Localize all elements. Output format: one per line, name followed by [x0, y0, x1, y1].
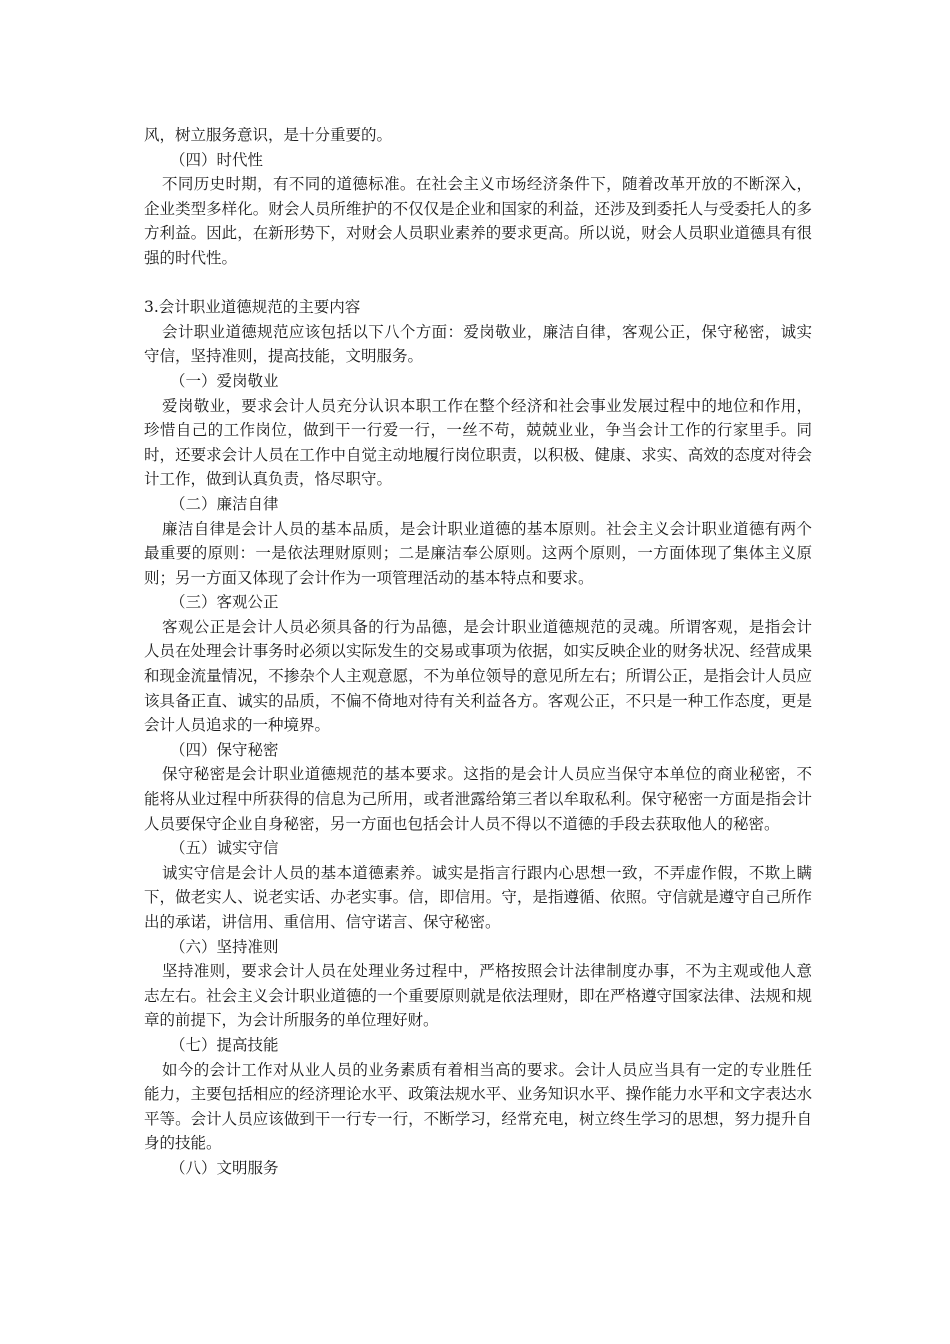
section-three-intro: 会计职业道德规范应该包括以下八个方面：爱岗敬业，廉洁自律，客观公正，保守秘密，诚实守信，坚持准则，提高技能，文明服务。 [144, 322, 812, 366]
item-body-tigao: 如今的会计工作对从业人员的业务素质有着相当高的要求。会计人员应当具有一定的专业胜任能力，主要包括相应的经济理论水平、政策法规水平、业务知识水平、操作能力水平和文字表达水平等。会计人员应该做到干一行专一行，不断学习，经常充电，树立终生学习的思想，努力提升自身的技能。 [144, 1060, 812, 1153]
item-body-jianchi: 坚持准则，要求会计人员在处理业务过程中，严格按照会计法律制度办事，不为主观或他人意志左右。社会主义会计职业道德的一个重要原则就是依法理财，即在严格遵守国家法律、法规和规章的前提下，为会计所服务的单位理好财。 [144, 962, 812, 1030]
item-body-aigang: 爱岗敬业，要求会计人员充分认识本职工作在整个经济和社会事业发展过程中的地位和作用，珍惜自己的工作岗位，做到干一行爱一行，一丝不苟，兢兢业业，争当会计工作的行家里手。同时，还要求会计人员在工作中自觉主动地履行岗位职责，以积极、健康、求实、高效的态度对待会计工作，做到认真负责，恪尽职守。 [144, 396, 812, 489]
section-four-heading: （四）时代性 [170, 150, 264, 169]
item-body-lianjie: 廉洁自律是会计人员的基本品质，是会计职业道德的基本原则。社会主义会计职业道德有两个最重要的原则：一是依法理财原则；二是廉洁奉公原则。这两个原则，一方面体现了集体主义原则；另一方面又体现了会计作为一项管理活动的基本特点和要求。 [144, 519, 812, 587]
item-body-chengshi: 诚实守信是会计人员的基本道德素养。诚实是指言行跟内心思想一致，不弄虚作假，不欺上瞒下，做老实人、说老实话、办老实事。信，即信用。守，是指遵循、依照。守信就是遵守自己所作出的承诺，讲信用、重信用、信守诺言、保守秘密。 [144, 863, 812, 931]
item-heading-keguan: （三）客观公正 [170, 593, 279, 612]
item-heading-baoshou: （四）保守秘密 [170, 740, 279, 759]
intro-tail-text: 风，树立服务意识，是十分重要的。 [144, 126, 393, 144]
document-body [144, 123, 812, 1181]
item-heading-aigang: （一）爱岗敬业 [170, 371, 279, 390]
item-heading-lianjie: （二）廉洁自律 [170, 494, 279, 513]
item-heading-tigao: （七）提高技能 [170, 1035, 279, 1054]
item-heading-wenming: （八）文明服务 [170, 1158, 279, 1177]
item-body-baoshou: 保守秘密是会计职业道德规范的基本要求。这指的是会计人员应当保守本单位的商业秘密，不能将从业过程中所获得的信息为己所用，或者泄露给第三者以牟取私利。保守秘密一方面是指会计人员要保守企业自身秘密，另一方面也包括会计人员不得以不道德的手段去获取他人的秘密。 [144, 765, 812, 833]
item-body-keguan: 客观公正是会计人员必须具备的行为品德，是会计职业道德规范的灵魂。所谓客观，是指会计人员在处理会计事务时必须以实际发生的交易或事项为依据，如实反映企业的财务状况、经营成果和现金流量情况，不掺杂个人主观意愿，不为单位领导的意见所左右；所谓公正，是指会计人员应该具备正直、诚实的品质，不偏不倚地对待有关利益各方。客观公正，不只是一种工作态度，更是会计人员追求的一种境界。 [144, 617, 812, 735]
item-heading-chengshi: （五）诚实守信 [170, 839, 279, 858]
item-heading-jianchi: （六）坚持准则 [170, 937, 279, 956]
section-three-title: 3.会计职业道德规范的主要内容 [144, 298, 361, 317]
section-four-body: 不同历史时期，有不同的道德标准。在社会主义市场经济条件下，随着改革开放的不断深入，企业类型多样化。财会人员所维护的不仅仅是企业和国家的利益，还涉及到委托人与受委托人的多方利益。因此，在新形势下，对财会人员职业素养的要求更高。所以说，财会人员职业道德具有很强的时代性。 [144, 175, 812, 267]
